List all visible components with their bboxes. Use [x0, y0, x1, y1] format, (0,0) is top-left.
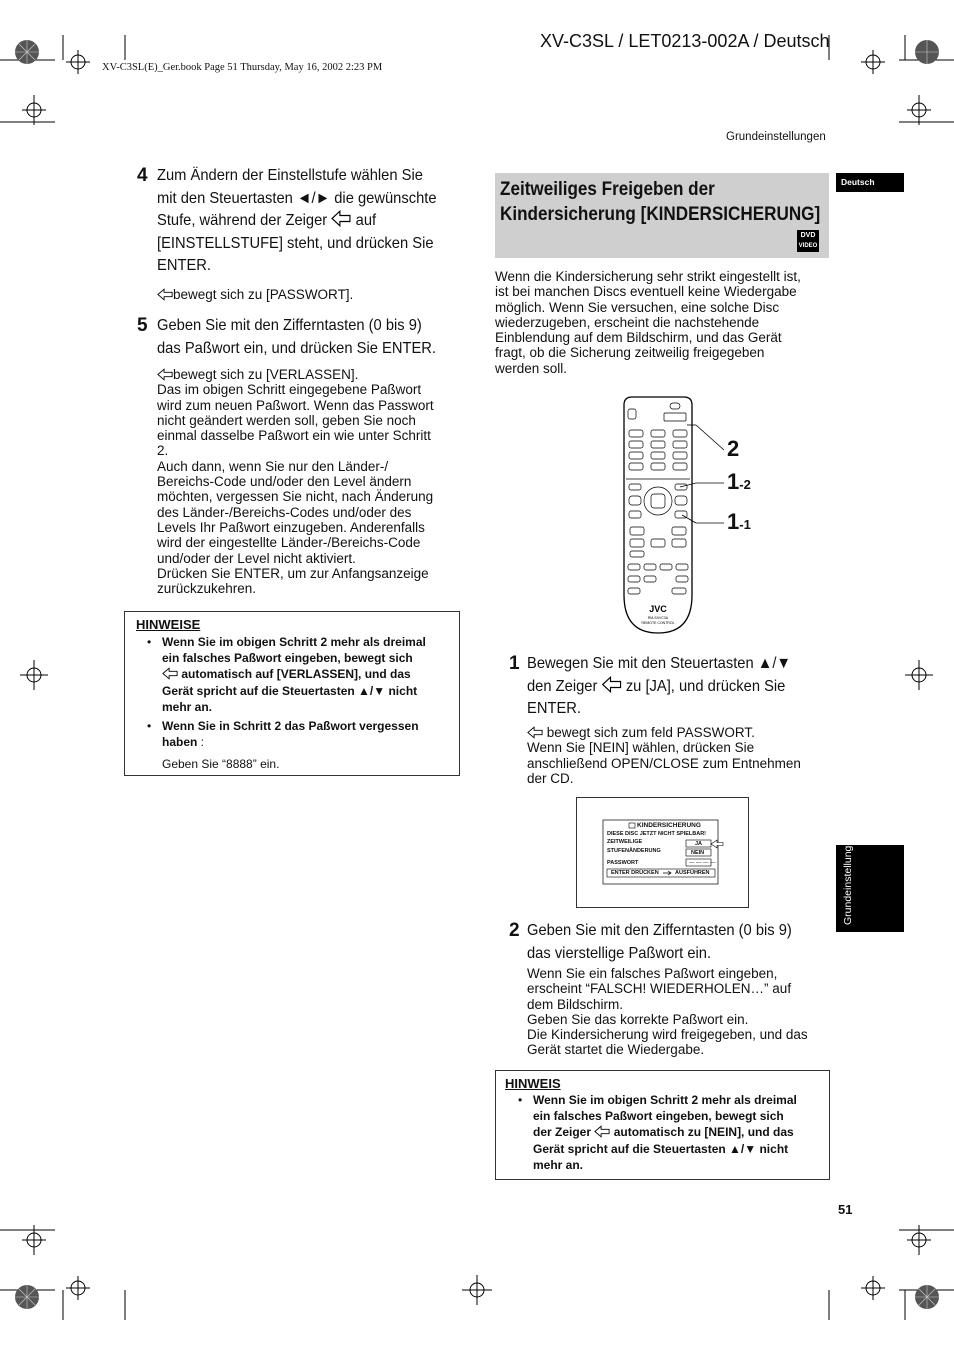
step-1-sub: [527, 725, 832, 740]
screen-line: STUFENÄNDERUNG: [607, 848, 661, 854]
file-info: XV-C3SL(E)_Ger.book Page 51 Thursday, May 16, 2002 2:23 PM: [102, 62, 383, 73]
step-4-sub: [157, 287, 457, 302]
step-5-sub-text: bewegt sich zu [VERLASSEN].: [173, 367, 359, 382]
paragraph-line: wiederzugeben, erscheint die nachstehende: [495, 314, 760, 330]
note-line-text: automatisch auf [VERLASSEN], und das: [181, 667, 411, 682]
pointer-arrow-icon: [162, 667, 178, 680]
document-title: XV-C3SL / LET0213-002A / Deutsch: [540, 31, 830, 51]
paragraph-line: dem Bildschirm.: [527, 996, 624, 1012]
step-5-line: Geben Sie mit den Zifferntasten (0 bis 9): [157, 317, 422, 334]
dvd-badge-bottom: VIDEO: [798, 243, 818, 249]
pointer-arrow-icon: [157, 368, 173, 381]
pointer-arrow-icon: [157, 288, 173, 301]
screen-option-nein: NEIN: [691, 850, 705, 856]
section-heading: [500, 177, 833, 227]
paragraph-line: Wenn die Kindersicherung sehr strikt eingestellt ist,: [495, 269, 801, 284]
onscreen-display: [577, 798, 748, 907]
screen-title: KINDERSICHERUNG: [637, 822, 701, 829]
note-line: ein falsches Paßwort eingeben, bewegt sich: [162, 651, 413, 666]
paragraph-line: möchten, vergessen Sie nicht, nach Änderung: [157, 489, 434, 505]
paragraph-line: der CD.: [527, 770, 574, 786]
screen-footer-right: AUSFÜHREN: [675, 870, 710, 876]
hinweise-item: [137, 718, 457, 773]
screen-footer-left: ENTER DRÜCKEN: [611, 870, 659, 876]
hinweise-title: HINWEISE: [136, 617, 201, 632]
note-line: [533, 1124, 828, 1140]
note-line: mehr an.: [162, 699, 213, 714]
step-5-number: 5: [137, 315, 148, 336]
step-5-paragraph: [157, 382, 462, 596]
note-line: [162, 734, 457, 750]
side-tab-label: Grundeinstellungen: [842, 833, 854, 925]
section-label: Grundeinstellungen: [726, 131, 826, 143]
paragraph-line: Auch dann, wenn Sie nur den Länder-/: [157, 458, 389, 474]
step-4-sub-text: bewegt sich zu [PASSWORT].: [173, 287, 354, 302]
callout-label: [727, 509, 751, 535]
screen-line: ZEITWEILIGE: [607, 839, 643, 845]
paragraph-line: werden soll.: [495, 360, 568, 376]
callout-label: [727, 469, 751, 495]
intro-paragraph: [495, 269, 835, 376]
step-4-number: 4: [137, 165, 148, 186]
step-2-text: [527, 920, 831, 965]
step-1-paragraph: [527, 740, 832, 786]
step-4-line: mit den Steuertasten ◄/► die gewünschte: [157, 189, 437, 207]
page-number: 51: [838, 1202, 853, 1217]
pointer-arrow-icon: [594, 1125, 610, 1138]
callout-sub: -2: [739, 477, 751, 492]
paragraph-line: Das im obigen Schritt eingegebene Paßwort: [157, 382, 422, 398]
step-2-line: Geben Sie mit den Zifferntasten (0 bis 9): [527, 922, 792, 939]
paragraph-line: Bereichs-Code und/oder den Level ändern: [157, 474, 412, 490]
section-heading-box: [495, 173, 829, 258]
dvd-badge-top: DVD: [800, 232, 816, 239]
screen-passwort-value: — — — —: [689, 860, 716, 866]
step-1-sub-text: bewegt sich zum feld PASSWORT.: [546, 725, 755, 740]
pointer-arrow-icon: [527, 726, 543, 739]
paragraph-line: nicht geändert werden soll, geben Sie noch: [157, 412, 416, 428]
step-1-line: ENTER.: [527, 700, 581, 717]
step-1-line: [527, 676, 831, 699]
note-line-suffix: automatisch zu [NEIN], und das: [613, 1125, 794, 1140]
step-1-body: [527, 725, 832, 786]
paragraph-line: zurückzukehren.: [157, 581, 257, 597]
paragraph-line: Einblendung auf dem Bildschirm, und das Gerät: [495, 330, 782, 346]
paragraph-line: fragt, ob die Sicherung zeitweilig freigegeben: [495, 345, 765, 361]
step-2-line: das vierstellige Paßwort ein.: [527, 944, 712, 962]
hinweis-list: [508, 1092, 828, 1173]
paragraph-line: 2.: [157, 443, 169, 459]
paragraph-line: Wenn Sie ein falsches Paßwort eingeben,: [527, 966, 778, 981]
note-line: ein falsches Paßwort eingeben, bewegt sich: [533, 1109, 784, 1124]
callout-main: 1: [727, 509, 740, 534]
note-line: Gerät spricht auf die Steuertasten ▲/▼ nicht: [533, 1141, 789, 1156]
paragraph-line: möglich. Wenn Sie versuchen, eine solche Disc: [495, 299, 780, 315]
screen-passwort-label: PASSWORT: [607, 860, 639, 866]
screen-option-ja: JA: [695, 841, 703, 847]
side-tab: [836, 833, 904, 932]
hinweis-item: [508, 1092, 828, 1173]
callout-lines: [696, 420, 726, 530]
note-line-plain: Geben Sie “8888” ein.: [162, 757, 280, 772]
hinweis-title: HINWEIS: [505, 1076, 561, 1091]
heading-line: Zeitweiliges Freigeben der: [500, 179, 715, 200]
paragraph-line: anschließend OPEN/CLOSE zum Entnehmen: [527, 755, 801, 771]
step-4-line: ENTER.: [157, 257, 211, 274]
paragraph-line: ist bei manchen Discs eventuell keine Wiedergabe: [495, 284, 797, 300]
step-4-line: [157, 210, 470, 233]
note-line: mehr an.: [533, 1157, 584, 1172]
step-5-sub: [157, 367, 462, 382]
paragraph-line: wird zum neuen Paßwort. Wenn das Passwort: [157, 397, 434, 413]
step-1-text: [527, 653, 831, 721]
step-5-text: [157, 315, 470, 360]
step-4-line: [EINSTELLSTUFE] steht, und drücken Sie: [157, 234, 434, 252]
step-1-number: 1: [509, 653, 520, 674]
callout-main: 2: [727, 436, 740, 461]
paragraph-line: des Länder-/Bereichs-Codes und/oder des: [157, 504, 412, 520]
paragraph-line: wird der eingestellte Länder-/Bereichs-Code: [157, 535, 421, 551]
step-1-line-text: den Zeiger: [527, 677, 598, 695]
paragraph-line: Die Kindersicherung wird freigegeben, und das: [527, 1027, 808, 1043]
step-4-line-suffix: auf: [355, 212, 377, 229]
paragraph-line: erscheint “FALSCH! WIEDERHOLEN…” auf: [527, 981, 792, 997]
paragraph-line: Levels Ihr Paßwort einzugeben. Anderenfalls: [157, 519, 425, 535]
screen-line: DIESE DISC JETZT NICHT SPIELBAR!: [607, 831, 707, 837]
note-line: • Wenn Sie im obigen Schritt 2 mehr als dreimal: [533, 1093, 797, 1107]
callout-sub: -1: [739, 517, 751, 532]
hinweis-box: [495, 1070, 830, 1180]
step-5-line: das Paßwort ein, und drücken Sie ENTER.: [157, 339, 436, 357]
remote-subtitle: REMOTE CONTROL: [641, 621, 675, 625]
step-2-body: [527, 966, 837, 1058]
hinweise-box: [124, 611, 460, 776]
callout-main: 1: [727, 469, 740, 494]
step-1-line: Bewegen Sie mit den Steuertasten ▲/▼: [527, 655, 791, 672]
note-line-suffix: :: [197, 735, 205, 750]
pointer-arrow-icon: [331, 210, 351, 227]
step-4-line-text: Stufe, während der Zeiger: [157, 212, 328, 229]
step-5-body: [157, 367, 462, 596]
onscreen-display-illustration: [576, 797, 749, 908]
note-line-text: der Zeiger: [533, 1125, 592, 1140]
step-4-line: Zum Ändern der Einstellstufe wählen Sie: [157, 167, 423, 184]
note-line: [162, 666, 457, 682]
dvd-video-icon: [797, 230, 819, 252]
pointer-arrow-icon: [601, 676, 621, 693]
language-tab: [836, 173, 904, 192]
language-tab-label: Deutsch: [841, 177, 875, 187]
step-2-number: 2: [509, 920, 520, 941]
paragraph-line: einmal dasselbe Paßwort ein wie unter Schritt: [157, 428, 431, 444]
note-line: • Wenn Sie im obigen Schritt 2 mehr als dreimal: [162, 635, 426, 649]
note-line: Gerät spricht auf die Steuertasten ▲/▼ nicht: [162, 683, 418, 698]
note-line: • Wenn Sie in Schritt 2 das Paßwort vergessen: [162, 719, 419, 734]
step-1-line-suffix: zu [JA], und drücken Sie: [625, 677, 786, 695]
callout-label: [727, 436, 739, 462]
paragraph-line: Drücken Sie ENTER, um zur Anfangsanzeige: [157, 565, 429, 581]
remote-model: RM-SXVC3A: [647, 616, 669, 620]
step-4-text: [157, 165, 470, 278]
heading-line: Kindersicherung [KINDERSICHERUNG]: [500, 204, 821, 225]
remote-control-illustration: [620, 395, 696, 637]
hinweise-list: [137, 634, 457, 773]
remote-brand: JVC: [649, 604, 667, 614]
paragraph-line: Wenn Sie [NEIN] wählen, drücken Sie: [527, 740, 755, 756]
paragraph-line: Gerät startet die Wiedergabe.: [527, 1042, 705, 1058]
paragraph-line: Geben Sie das korrekte Paßwort ein.: [527, 1011, 749, 1027]
hinweise-item: [137, 634, 457, 715]
paragraph-line: und/oder der Level nicht aktiviert.: [157, 550, 356, 566]
note-line-text: haben: [162, 735, 198, 750]
